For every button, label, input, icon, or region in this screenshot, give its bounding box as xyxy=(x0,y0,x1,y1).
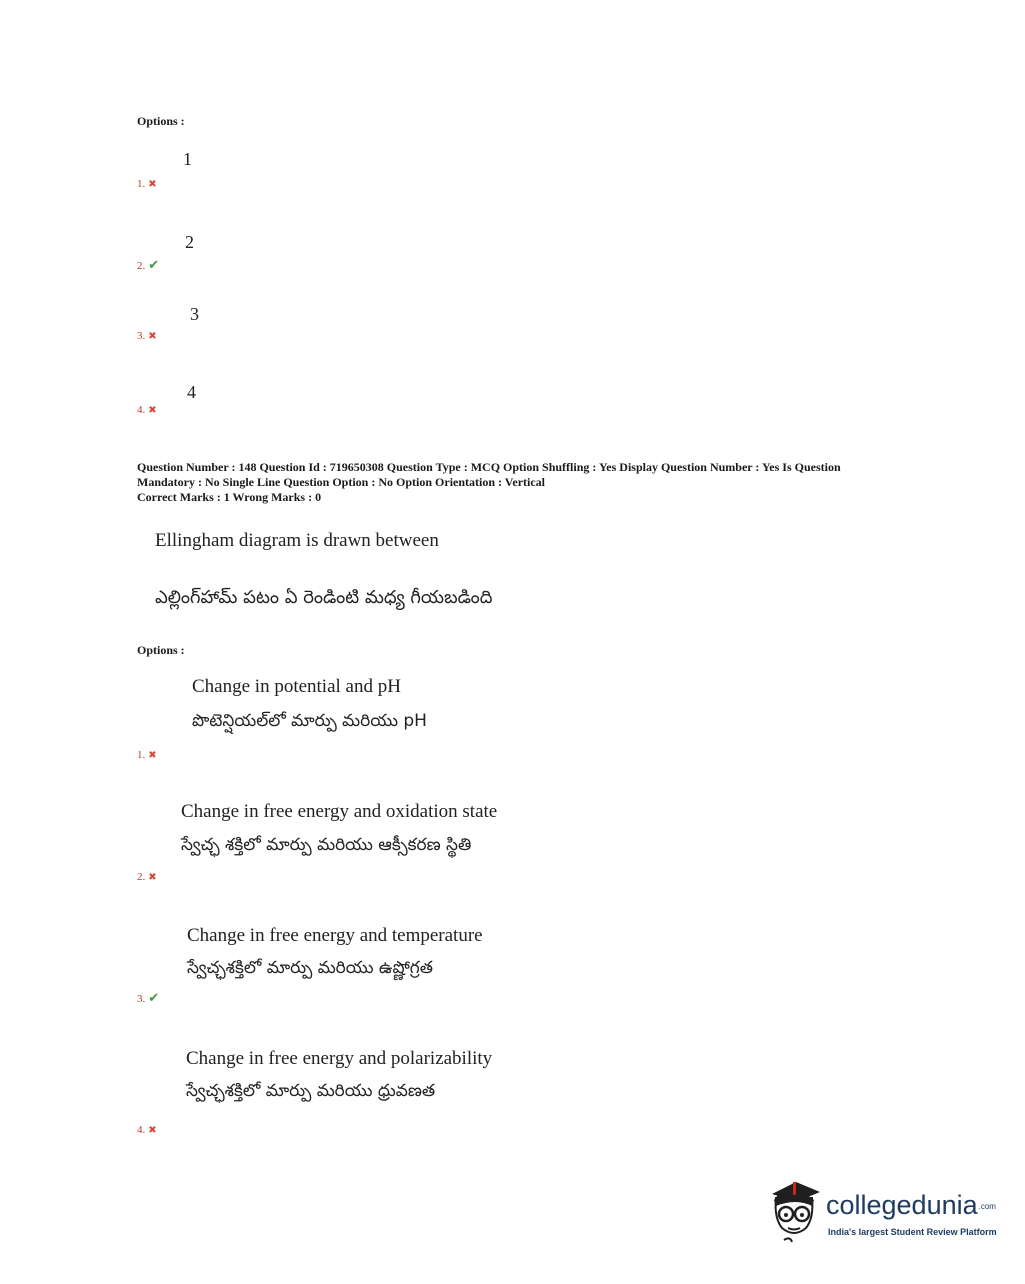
option-4-number: 4. ✖ xyxy=(137,404,157,416)
answer-option-4-te: స్వేచ్ఛశక్తిలో మార్పు మరియు ధ్రువణత xyxy=(186,1081,436,1101)
option-3-number: 3. ✖ xyxy=(137,330,157,342)
option-1-number: 1. ✖ xyxy=(137,178,157,190)
question-text-te: ఎల్లింగ్‌హామ్ పటం ఏ రెండింటి మధ్య గీయబడింది xyxy=(155,587,493,608)
options-label-top: Options : xyxy=(137,114,185,128)
answer-option-3-number: 3. ✔ xyxy=(137,990,160,1005)
check-icon: ✔ xyxy=(148,257,160,272)
logo-brand: collegedunia.com xyxy=(826,1190,996,1220)
answer-option-2-te: స్వేచ్ఛ శక్తిలో మార్పు మరియు ఆక్సీకరణ స్థితి xyxy=(181,835,472,855)
answer-option-3-te: స్వేచ్ఛశక్తిలో మార్పు మరియు ఉష్ణోగ్రత xyxy=(187,958,433,978)
option-1-value: 1 xyxy=(183,149,192,169)
mascot-icon xyxy=(766,1178,824,1244)
logo-tagline: India's largest Student Review Platform xyxy=(828,1227,997,1237)
check-icon: ✔ xyxy=(148,990,160,1005)
option-4-value: 4 xyxy=(187,382,196,402)
option-3-value: 3 xyxy=(190,304,199,324)
answer-option-4-en: Change in free energy and polarizability xyxy=(186,1048,493,1069)
collegedunia-logo xyxy=(766,1178,996,1248)
answer-option-1-te: పొటెన్షియల్‌లో మార్పు మరియు pH xyxy=(192,711,427,731)
question-meta-line2: Mandatory : No Single Line Question Option : No Option Orientation : Vertical xyxy=(137,475,546,489)
question-marks: Correct Marks : 1 Wrong Marks : 0 xyxy=(137,490,322,504)
options-label: Options : xyxy=(137,643,185,657)
cross-icon: ✖ xyxy=(148,1125,157,1136)
answer-option-3-en: Change in free energy and temperature xyxy=(187,925,483,946)
cross-icon: ✖ xyxy=(148,405,157,416)
answer-option-1-en: Change in potential and pH xyxy=(192,676,401,697)
logo-suffix: .com xyxy=(978,1202,996,1212)
cross-icon: ✖ xyxy=(148,750,157,761)
answer-option-2-en: Change in free energy and oxidation state xyxy=(181,801,498,822)
answer-option-1-number: 1. ✖ xyxy=(137,749,157,761)
question-text-en: Ellingham diagram is drawn between xyxy=(155,530,439,551)
cross-icon: ✖ xyxy=(148,872,157,883)
cross-icon: ✖ xyxy=(148,331,157,342)
answer-option-2-number: 2. ✖ xyxy=(137,871,157,883)
question-meta xyxy=(137,460,917,505)
answer-option-4-number: 4. ✖ xyxy=(137,1124,157,1136)
question-meta-line1: Question Number : 148 Question Id : 719650308 Question Type : MCQ Option Shuffling : Yes Display Question Number : Yes Is Question xyxy=(137,460,841,474)
option-2-value: 2 xyxy=(185,232,194,252)
cross-icon: ✖ xyxy=(148,179,157,190)
option-2-number: 2. ✔ xyxy=(137,257,160,272)
